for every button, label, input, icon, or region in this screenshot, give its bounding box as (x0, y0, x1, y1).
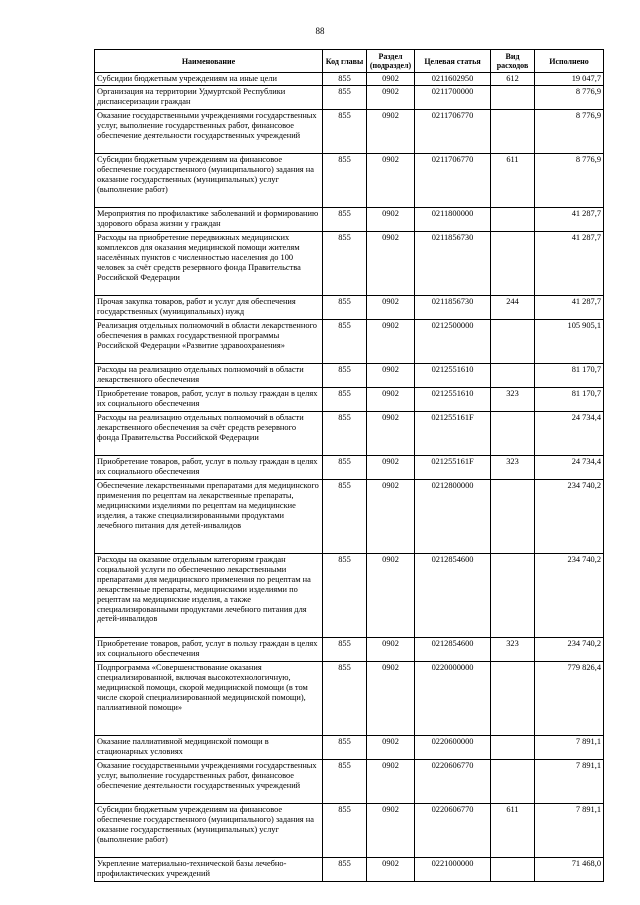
cell-name: Расходы на приобретение передвижных медицинских комплексов для оказания медицинской помощи жителям населённых пунктов с численностью населения до 100 человек за счёт средств резервного фонда Правительства Российской Федерации (95, 232, 323, 296)
cell-statya: 0212854600 (415, 638, 491, 662)
cell-statya: 0211706770 (415, 154, 491, 208)
cell-amount: 81 170,7 (535, 388, 604, 412)
cell-statya: 0220606770 (415, 804, 491, 858)
cell-statya: 0220600000 (415, 736, 491, 760)
cell-amount: 24 734,4 (535, 412, 604, 456)
cell-razdel: 0902 (367, 480, 415, 554)
table-header-row (95, 50, 604, 73)
cell-glava: 855 (323, 638, 367, 662)
header-name: Наименование (95, 50, 323, 73)
cell-vid: 612 (491, 73, 535, 86)
cell-vid: 323 (491, 388, 535, 412)
cell-glava: 855 (323, 858, 367, 882)
cell-vid (491, 662, 535, 736)
cell-name: Мероприятия по профилактике заболеваний и формированию здорового образа жизни у граждан (95, 208, 323, 232)
cell-amount: 41 287,7 (535, 232, 604, 296)
header-ispolneno: Исполнено (535, 50, 604, 73)
cell-amount: 81 170,7 (535, 364, 604, 388)
cell-razdel: 0902 (367, 86, 415, 110)
table-row (95, 662, 604, 736)
cell-glava: 855 (323, 154, 367, 208)
cell-statya: 0212800000 (415, 480, 491, 554)
header-razdel: Раздел (подраздел) (367, 50, 415, 73)
cell-glava: 855 (323, 804, 367, 858)
cell-vid (491, 480, 535, 554)
cell-razdel: 0902 (367, 412, 415, 456)
cell-statya: 0212854600 (415, 554, 491, 638)
cell-glava: 855 (323, 388, 367, 412)
cell-razdel: 0902 (367, 73, 415, 86)
cell-glava: 855 (323, 296, 367, 320)
cell-amount: 71 468,0 (535, 858, 604, 882)
table-row (95, 73, 604, 86)
cell-amount: 24 734,4 (535, 456, 604, 480)
table-row (95, 110, 604, 154)
cell-glava: 855 (323, 480, 367, 554)
cell-name: Прочая закупка товаров, работ и услуг для обеспечения государственных (муниципальных) нужд (95, 296, 323, 320)
table-row (95, 296, 604, 320)
cell-name: Приобретение товаров, работ, услуг в пользу граждан в целях их социального обеспечения (95, 388, 323, 412)
budget-table (94, 49, 604, 882)
cell-razdel: 0902 (367, 364, 415, 388)
cell-razdel: 0902 (367, 296, 415, 320)
cell-amount: 7 891,1 (535, 804, 604, 858)
table-row (95, 804, 604, 858)
cell-name: Расходы на оказание отдельным категориям граждан социальной услуги по обеспечению лекарственными препаратами для медицинского применения по рецептам на лекарственные препараты, медицинскими изделиями по рецептам на медицинские изделия, а также специализированными продуктами лечебного питания для детей-инвалидов (95, 554, 323, 638)
cell-vid (491, 232, 535, 296)
cell-glava: 855 (323, 554, 367, 638)
table-row (95, 232, 604, 296)
cell-statya: 0211700000 (415, 86, 491, 110)
cell-vid (491, 736, 535, 760)
cell-name: Подпрограмма «Совершенствование оказания специализированной, включая высокотехнологичную, медицинской помощи, скорой медицинской помощи (в том числе скорой специализированной медицинской помощи), паллиативной помощи» (95, 662, 323, 736)
cell-razdel: 0902 (367, 232, 415, 296)
cell-name: Субсидии бюджетным учреждениям на финансовое обеспечение государственного (муниципального) задания на оказание государственных (муниципальных) услуг (выполнение работ) (95, 154, 323, 208)
cell-amount: 8 776,9 (535, 110, 604, 154)
cell-amount: 7 891,1 (535, 760, 604, 804)
cell-amount: 8 776,9 (535, 154, 604, 208)
table-row (95, 736, 604, 760)
cell-amount: 234 740,2 (535, 554, 604, 638)
table-row (95, 154, 604, 208)
cell-vid (491, 760, 535, 804)
cell-glava: 855 (323, 208, 367, 232)
cell-glava: 855 (323, 662, 367, 736)
cell-amount: 234 740,2 (535, 638, 604, 662)
cell-name: Оказание государственными учреждениями государственных услуг, выполнение государственных работ, финансовое обеспечение деятельности государственных учреждений (95, 110, 323, 154)
cell-vid (491, 858, 535, 882)
cell-name: Приобретение товаров, работ, услуг в пользу граждан в целях их социального обеспечения (95, 638, 323, 662)
cell-statya: 0211706770 (415, 110, 491, 154)
table-row (95, 760, 604, 804)
cell-statya: 0221000000 (415, 858, 491, 882)
table-row (95, 858, 604, 882)
cell-razdel: 0902 (367, 388, 415, 412)
cell-statya: 021255161F (415, 412, 491, 456)
cell-glava: 855 (323, 412, 367, 456)
cell-razdel: 0902 (367, 804, 415, 858)
cell-razdel: 0902 (367, 320, 415, 364)
cell-razdel: 0902 (367, 760, 415, 804)
cell-statya: 0212551610 (415, 364, 491, 388)
cell-statya: 0211856730 (415, 232, 491, 296)
table-row (95, 456, 604, 480)
table-row (95, 364, 604, 388)
cell-statya: 0220000000 (415, 662, 491, 736)
cell-razdel: 0902 (367, 456, 415, 480)
cell-name: Обеспечение лекарственными препаратами для медицинского применения по рецептам на лекарственные препараты, медицинскими изделиями по рецептам на медицинские изделия, а также специализированными продуктами лечебного питания для детей-инвалидов (95, 480, 323, 554)
cell-razdel: 0902 (367, 554, 415, 638)
cell-vid (491, 412, 535, 456)
table-row (95, 86, 604, 110)
table-row (95, 412, 604, 456)
header-vid: Вид расходов (491, 50, 535, 73)
cell-name: Приобретение товаров, работ, услуг в пользу граждан в целях их социального обеспечения (95, 456, 323, 480)
cell-statya: 0212551610 (415, 388, 491, 412)
cell-name: Укрепление материально-технической базы лечебно-профилактических учреждений (95, 858, 323, 882)
cell-name: Организация на территории Удмуртской Республики диспансеризации граждан (95, 86, 323, 110)
cell-statya: 0211856730 (415, 296, 491, 320)
cell-razdel: 0902 (367, 208, 415, 232)
table-row (95, 554, 604, 638)
table-row (95, 320, 604, 364)
cell-name: Оказание паллиативной медицинской помощи в стационарных условиях (95, 736, 323, 760)
cell-razdel: 0902 (367, 154, 415, 208)
table-row (95, 638, 604, 662)
cell-vid: 244 (491, 296, 535, 320)
cell-glava: 855 (323, 73, 367, 86)
cell-name: Субсидии бюджетным учреждениям на иные цели (95, 73, 323, 86)
cell-amount: 779 826,4 (535, 662, 604, 736)
cell-razdel: 0902 (367, 736, 415, 760)
cell-name: Расходы на реализацию отдельных полномочий в области лекарственного обеспечения (95, 364, 323, 388)
cell-vid (491, 110, 535, 154)
cell-vid (491, 554, 535, 638)
cell-glava: 855 (323, 320, 367, 364)
cell-name: Субсидии бюджетным учреждениям на финансовое обеспечение государственного (муниципального) задания на оказание государственных (муниципальных) услуг (выполнение работ) (95, 804, 323, 858)
cell-glava: 855 (323, 110, 367, 154)
cell-statya: 0220606770 (415, 760, 491, 804)
header-glava: Код главы (323, 50, 367, 73)
cell-vid (491, 364, 535, 388)
table-row (95, 480, 604, 554)
cell-amount: 8 776,9 (535, 86, 604, 110)
cell-razdel: 0902 (367, 110, 415, 154)
cell-amount: 19 047,7 (535, 73, 604, 86)
cell-amount: 7 891,1 (535, 736, 604, 760)
cell-glava: 855 (323, 232, 367, 296)
cell-vid: 323 (491, 638, 535, 662)
cell-statya: 0212500000 (415, 320, 491, 364)
cell-amount: 234 740,2 (535, 480, 604, 554)
table-row (95, 388, 604, 412)
table-row (95, 208, 604, 232)
cell-glava: 855 (323, 760, 367, 804)
cell-statya: 0211800000 (415, 208, 491, 232)
header-statya: Целевая статья (415, 50, 491, 73)
cell-vid (491, 86, 535, 110)
cell-vid: 611 (491, 154, 535, 208)
cell-vid: 323 (491, 456, 535, 480)
cell-name: Расходы на реализацию отдельных полномочий в области лекарственного обеспечения за счёт средств резервного фонда Правительства Российской Федерации (95, 412, 323, 456)
cell-vid (491, 208, 535, 232)
cell-razdel: 0902 (367, 858, 415, 882)
cell-statya: 021255161F (415, 456, 491, 480)
cell-glava: 855 (323, 456, 367, 480)
cell-name: Оказание государственными учреждениями государственных услуг, выполнение государственных работ, финансовое обеспечение деятельности государственных учреждений (95, 760, 323, 804)
cell-statya: 0211602950 (415, 73, 491, 86)
cell-glava: 855 (323, 736, 367, 760)
cell-vid: 611 (491, 804, 535, 858)
cell-amount: 41 287,7 (535, 208, 604, 232)
cell-razdel: 0902 (367, 662, 415, 736)
page-number: 88 (315, 26, 325, 36)
cell-glava: 855 (323, 364, 367, 388)
cell-glava: 855 (323, 86, 367, 110)
cell-vid (491, 320, 535, 364)
cell-name: Реализация отдельных полномочий в области лекарственного обеспечения в рамках государственной программы Российской Федерации «Развитие здравоохранения» (95, 320, 323, 364)
cell-razdel: 0902 (367, 638, 415, 662)
cell-amount: 41 287,7 (535, 296, 604, 320)
cell-amount: 105 905,1 (535, 320, 604, 364)
